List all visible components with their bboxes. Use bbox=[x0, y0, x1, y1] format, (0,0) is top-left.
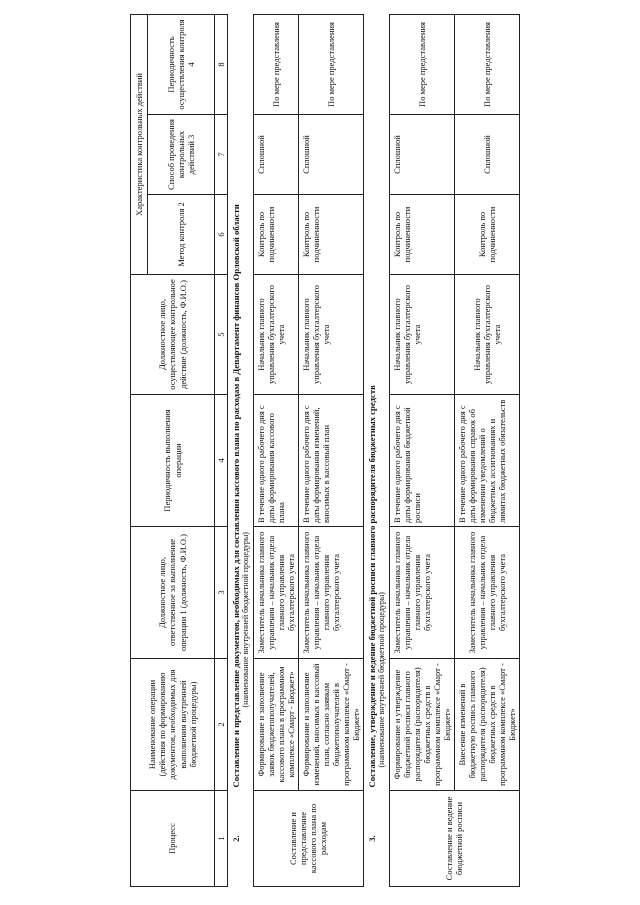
column-number: 1 bbox=[215, 791, 228, 887]
period-control-cell: По мере представления bbox=[454, 14, 519, 114]
header-control-person: Должностное лицо, осуществляющее контрольное действие (должность, Ф.И.О.) bbox=[131, 275, 215, 395]
process-cell: Составление и представление кассового плана по расходам bbox=[253, 791, 363, 887]
section-number: 2. bbox=[228, 791, 254, 887]
responsible-cell: Заместитель начальника главного управления – начальник отдела главного управления бухгалтерского учета bbox=[454, 527, 519, 659]
way-cell: Сплошной bbox=[454, 115, 519, 195]
method-cell: Контроль по подчиненности bbox=[454, 195, 519, 275]
table-row bbox=[454, 14, 519, 886]
operation-cell: Формирование и заполнение изменений, вносимых в кассовый план, согласно заявкам бюджетополучателей в программном комплексе «Смарт - Бюджет» bbox=[298, 659, 363, 791]
table-row bbox=[298, 14, 363, 886]
section-title: Составление и представление документов, необходимых для составления кассового плана по расходам в Департамент финансов Орловской области bbox=[231, 204, 242, 788]
section-header-row bbox=[228, 14, 254, 886]
internal-control-table bbox=[130, 14, 520, 887]
responsible-cell: Заместитель начальника главного управления – начальник отдела главного управления бухгалтерского учета bbox=[298, 527, 363, 659]
operation-cell: Формирование и утверждение бюджетной росписи главного распорядителя (распорядителя) бюджетных средств в программном комплексе «Смарт - Бюджет» bbox=[389, 659, 454, 791]
table-row bbox=[389, 14, 454, 886]
header-periodicity: Периодичность выполнения операции bbox=[131, 395, 215, 527]
periodicity-cell: В течение одного рабочего дня с даты формирования бюджетной росписи bbox=[389, 395, 454, 527]
periodicity-cell: В течение одного рабочего дня с даты формирования кассового плана bbox=[253, 395, 298, 527]
way-cell: Сплошной bbox=[298, 115, 363, 195]
section-subtitle: (наименование внутренней бюджетной процедуры) bbox=[241, 532, 251, 708]
header-control-group: Характеристика контрольных действий bbox=[131, 14, 148, 274]
process-cell: Составление и ведение бюджетной росписи bbox=[389, 791, 519, 887]
way-cell: Сплошной bbox=[253, 115, 298, 195]
column-number: 3 bbox=[215, 527, 228, 659]
control-person-cell: Начальник главного управления бухгалтерского учета bbox=[253, 275, 298, 395]
header-operation-name: Наименование операции (действия по формированию документов, необходимых для выполнения внутренней бюджетной процедуры) bbox=[131, 659, 215, 791]
header-responsible: Должностное лицо, ответственное за выполнение операции 1 (должность, Ф.И.О.) bbox=[131, 527, 215, 659]
period-control-cell: По мере представления bbox=[389, 14, 454, 114]
column-numbers-row bbox=[215, 14, 228, 886]
column-number: 6 bbox=[215, 195, 228, 275]
control-person-cell: Начальник главного управления бухгалтерского учета bbox=[389, 275, 454, 395]
operation-cell: Внесение изменений в бюджетную роспись главного распорядителя (распорядителя) бюджетных средств в программном комплексе «Смарт - Бюджет» bbox=[454, 659, 519, 791]
header-row-1 bbox=[131, 14, 148, 886]
section-heading bbox=[363, 14, 389, 790]
column-number: 7 bbox=[215, 115, 228, 195]
method-cell: Контроль по подчиненности bbox=[253, 195, 298, 275]
period-control-cell: По мере представления bbox=[253, 14, 298, 114]
table-row bbox=[253, 14, 298, 886]
section-heading bbox=[228, 14, 254, 790]
column-number: 2 bbox=[215, 659, 228, 791]
period-control-cell: По мере представления bbox=[298, 14, 363, 114]
column-number: 4 bbox=[215, 395, 228, 527]
column-number: 8 bbox=[215, 14, 228, 114]
header-method: Метод контроля 2 bbox=[148, 195, 215, 275]
header-process: Процесс bbox=[131, 791, 215, 887]
section-number: 3. bbox=[363, 791, 389, 887]
section-title: Составление, утверждение и ведение бюджетной росписи главного распорядителя бюджетных средств bbox=[366, 385, 377, 788]
periodicity-cell: В течение одного рабочего дня с даты формирования справок об изменении уведомлений о бюджетных ассигнованиях и лимитах бюджетных обязательств bbox=[454, 395, 519, 527]
method-cell: Контроль по подчиненности bbox=[298, 195, 363, 275]
section-subtitle: (наименование внутренней бюджетной процедуры) bbox=[377, 592, 387, 768]
section-header-row bbox=[363, 14, 389, 886]
responsible-cell: Заместитель начальника главного управления – начальник отдела главного управления бухгалтерского учета bbox=[389, 527, 454, 659]
header-period-control: Периодичность осуществления контроля 4 bbox=[148, 14, 215, 114]
way-cell: Сплошной bbox=[389, 115, 454, 195]
periodicity-cell: В течение одного рабочего дня с даты формирования изменений, вносимых в кассовый план bbox=[298, 395, 363, 527]
method-cell: Контроль по подчиненности bbox=[389, 195, 454, 275]
operation-cell: Формирование и заполнение заявок бюджетополучателей, кассового плана в программном комплексе «Смарт - Бюджет» bbox=[253, 659, 298, 791]
column-number: 5 bbox=[215, 275, 228, 395]
control-person-cell: Начальник главного управления бухгалтерского учета bbox=[298, 275, 363, 395]
control-person-cell: Начальник главного управления бухгалтерского учета bbox=[454, 275, 519, 395]
header-way: Способ проведения контрольных действий 3 bbox=[148, 115, 215, 195]
responsible-cell: Заместитель начальника главного управления – начальник отдела главного управления бухгалтерского учета bbox=[253, 527, 298, 659]
